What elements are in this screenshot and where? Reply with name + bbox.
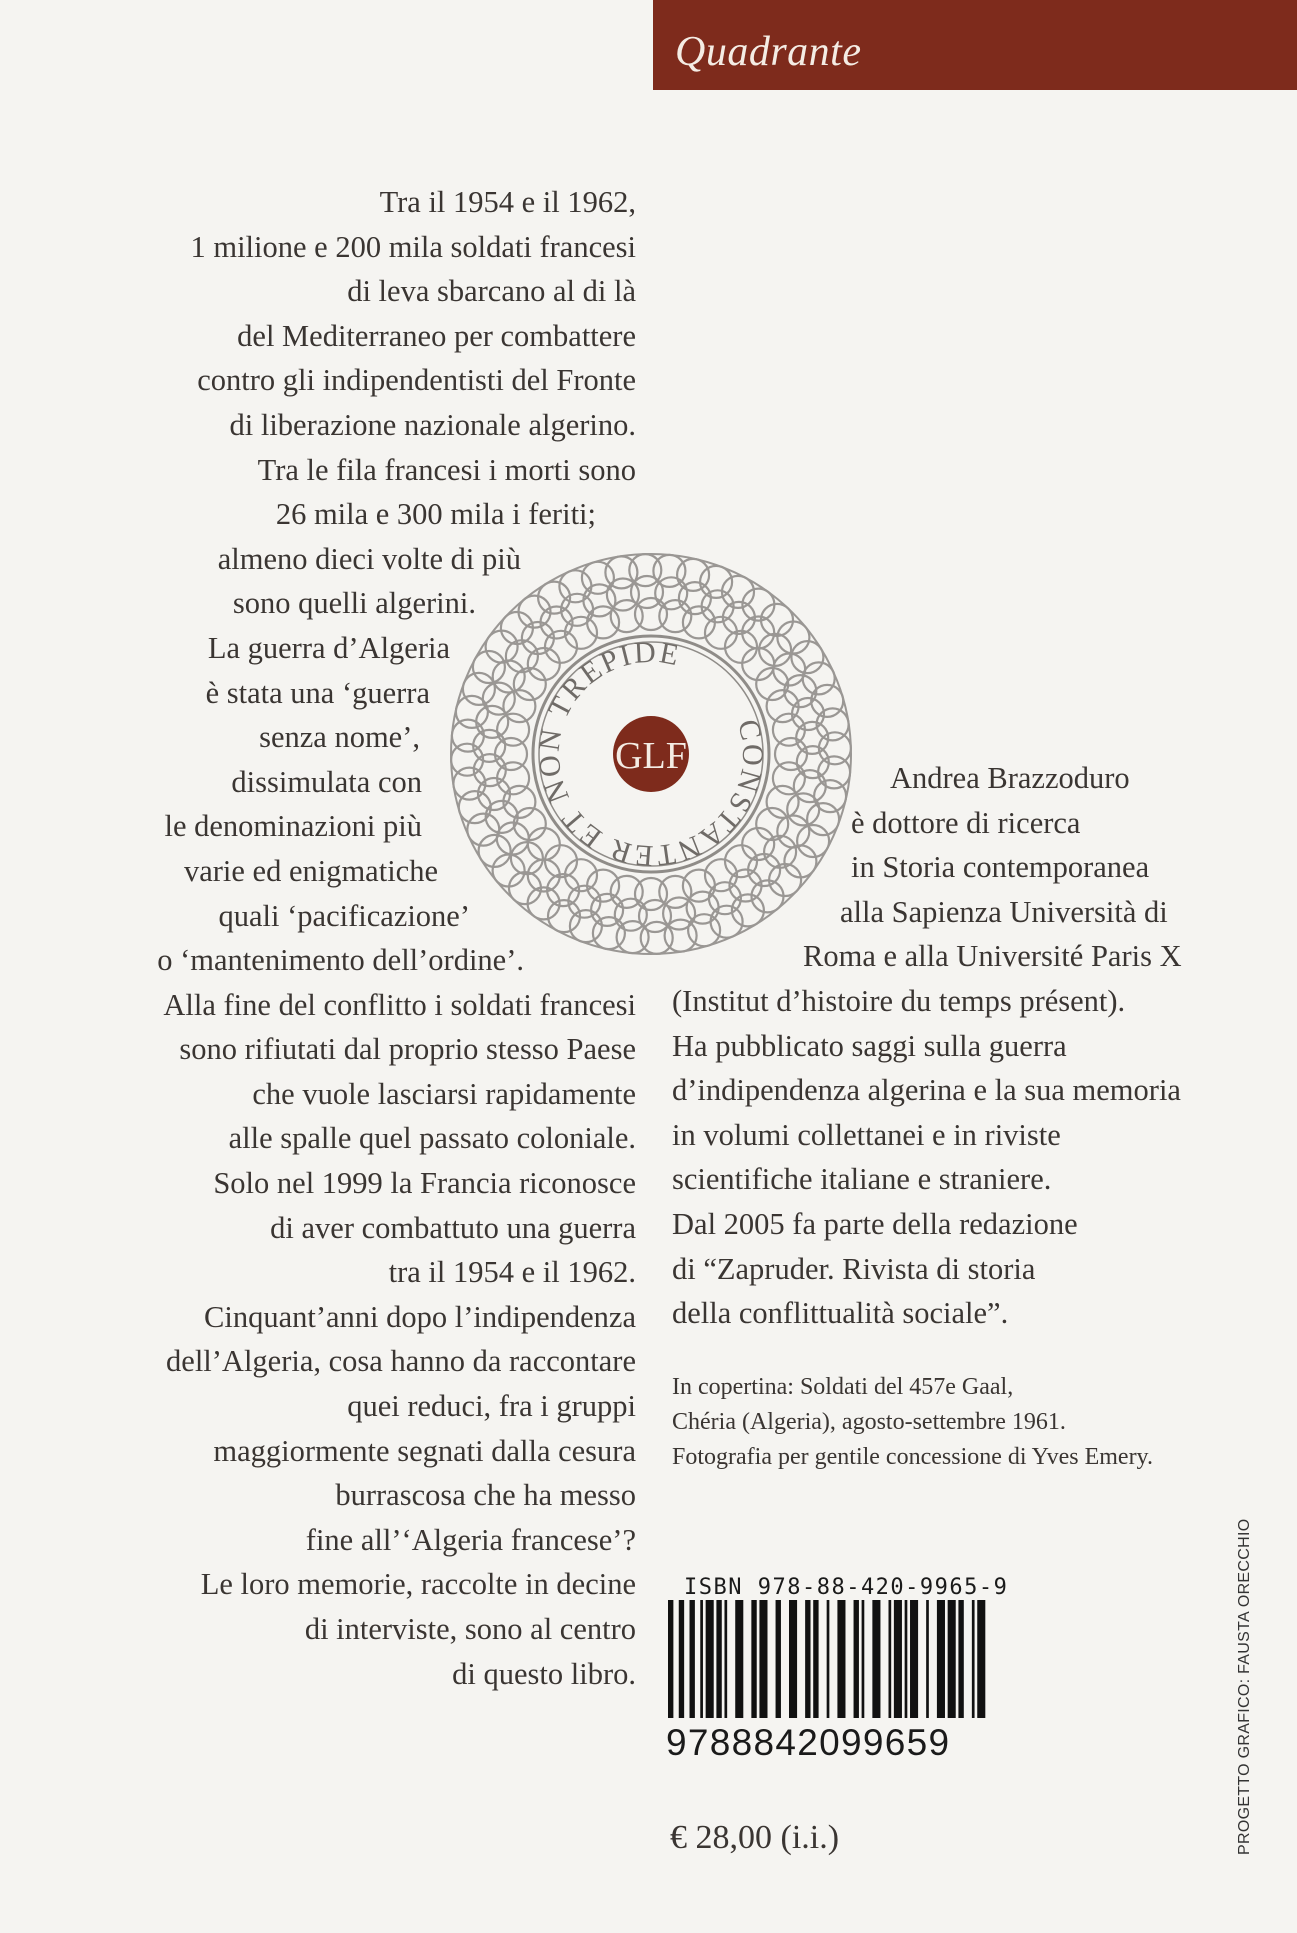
barcode-bar <box>972 1600 975 1718</box>
knot-loop <box>617 921 649 953</box>
blurb-line: quali ‘pacificazione’ <box>218 898 470 933</box>
knot-loop <box>476 706 508 738</box>
barcode-digits: 9788842099659 <box>666 1722 951 1763</box>
blurb-line: 26 mila e 300 mila i feriti; <box>275 497 596 532</box>
blurb-line: sono quelli algerini. <box>232 586 476 621</box>
knot-loop <box>677 559 709 591</box>
barcode-bar <box>837 1600 845 1718</box>
blurb-line: di aver combattuto una guerra <box>270 1210 636 1245</box>
blurb-line: o ‘mantenimento dell’ordine’. <box>157 943 524 978</box>
knot-loop <box>615 899 647 931</box>
blurb-line: è stata una ‘guerra <box>205 675 430 710</box>
blurb-line: Cinquant’anni dopo l’indipendenza <box>204 1299 636 1334</box>
knot-loop <box>582 562 614 594</box>
barcode-bar <box>894 1600 902 1718</box>
knot-loop <box>659 600 691 632</box>
knot-loop <box>653 555 685 587</box>
knot-loop <box>773 714 805 746</box>
barcode-bar <box>735 1600 743 1718</box>
barcode-bar <box>827 1600 830 1718</box>
knot-loop <box>497 714 529 746</box>
barcode-bar <box>977 1600 985 1718</box>
blurb-line: tra il 1954 e il 1962. <box>388 1255 636 1290</box>
blurb-line: 1 milione e 200 mila soldati francesi <box>190 229 636 264</box>
blurb-line: sono rifiutati dal proprio stesso Paese <box>179 1032 636 1067</box>
author-bio-line: è dottore di ricerca <box>851 805 1081 840</box>
barcode-bar <box>862 1600 865 1718</box>
blurb-line: di interviste, sono al centro <box>304 1612 636 1646</box>
blurb-line: senza nome’, <box>259 720 420 755</box>
design-credit: PROGETTO GRAFICO: FAUSTA ORECCHIO <box>1236 1518 1253 1855</box>
author-bio-line: in Storia contemporanea <box>851 850 1150 885</box>
barcode-bar <box>706 1600 714 1718</box>
blurb-line: dissimulata con <box>231 764 422 799</box>
author-bio-line: d’indipendenza algerina e la sua memoria <box>672 1073 1181 1108</box>
barcode-bar <box>724 1600 727 1718</box>
blurb-line: che vuole lasciarsi rapidamente <box>252 1076 636 1111</box>
knot-loop <box>655 577 687 609</box>
barcode-bar <box>910 1600 918 1718</box>
series-banner <box>653 0 1297 90</box>
blurb-line: quei reduci, fra i gruppi <box>347 1389 636 1424</box>
author-bio-line: scientifiche italiane e straniere. <box>672 1162 1052 1197</box>
blurb-line: Alla fine del conflitto i soldati francesi <box>163 987 636 1022</box>
barcode-bar <box>776 1600 781 1718</box>
barcode-bar <box>854 1600 859 1718</box>
blurb-line: del Mediterraneo per combattere <box>237 318 636 353</box>
series-name: Quadrante <box>675 29 862 75</box>
knot-loop <box>570 910 602 942</box>
knot-loop <box>452 720 484 752</box>
barcode-bar <box>789 1600 797 1718</box>
barcode-bar <box>751 1600 756 1718</box>
blurb-line: dell’Algeria, cosa hanno da raccontare <box>166 1344 636 1379</box>
blurb-line: alle spalle quel passato coloniale. <box>228 1121 636 1156</box>
barcode-bar <box>679 1600 684 1718</box>
author-bio-line: della conflittualità sociale”. <box>672 1296 1009 1331</box>
seal-motto: CONSTANTER ET NON TREPIDE <box>532 635 770 873</box>
blurb-line: burrascosa che ha messo <box>335 1478 636 1513</box>
barcode-bar <box>716 1600 721 1718</box>
barcode-bar <box>905 1600 908 1718</box>
author-bio-line: in volumi collettanei e in riviste <box>672 1117 1061 1152</box>
author-bio-line: alla Sapienza Università di <box>840 894 1168 929</box>
barcode-bar <box>926 1600 929 1718</box>
barcode-bar <box>805 1600 810 1718</box>
blurb-line: le denominazioni più <box>164 809 422 844</box>
blurb-line: maggiormente segnati dalla cesura <box>213 1433 636 1468</box>
barcode-bar <box>872 1600 880 1718</box>
author-bio-line: Ha pubblicato saggi sulla guerra <box>672 1028 1067 1063</box>
blurb-line: Le loro memorie, raccolte in decine <box>200 1567 636 1602</box>
barcode-bar <box>700 1600 703 1718</box>
barcode-bar <box>958 1600 963 1718</box>
barcode-bar <box>690 1600 695 1718</box>
price: € 28,00 (i.i.) <box>670 1819 840 1856</box>
blurb-line: Solo nel 1999 la Francia riconosce <box>213 1166 636 1201</box>
barcode-bar <box>948 1600 956 1718</box>
blurb-line: di questo libro. <box>452 1656 636 1691</box>
isbn-label: ISBN 978-88-420-9965-9 <box>684 1575 1009 1600</box>
blurb-line: Tra le fila francesi i morti sono <box>257 452 636 487</box>
blurb-line: contro gli indipendentisti del Fronte <box>197 363 636 398</box>
blurb-line: almeno dieci volte di più <box>217 541 521 576</box>
blurb-line: La guerra d’Algeria <box>207 630 450 665</box>
barcode-bar <box>759 1600 767 1718</box>
author-bio-line: (Institut d’histoire du temps présent). <box>672 983 1126 1018</box>
author-bio-line: di “Zapruder. Rivista di storia <box>672 1251 1036 1286</box>
blurb-line: fine all’‘Algeria francese’? <box>305 1522 636 1557</box>
author-bio-line: Andrea Brazzoduro <box>890 761 1130 795</box>
barcode-bar <box>889 1600 892 1718</box>
barcode-bar <box>813 1600 818 1718</box>
cover-credit-line: Chéria (Algeria), agosto-settembre 1961. <box>672 1409 1066 1435</box>
blurb-line: di leva sbarcano al di là <box>347 274 636 309</box>
knot-loop <box>611 876 643 908</box>
author-bio-line: Roma e alla Université Paris X <box>803 939 1182 974</box>
blurb-line: Tra il 1954 e il 1962, <box>379 185 636 219</box>
knot-loop <box>456 696 488 728</box>
author-bio <box>660 756 1220 1336</box>
cover-credit-line: Fotografia per gentile concessione di Yves Emery. <box>672 1444 1153 1470</box>
knot-loop <box>463 673 495 705</box>
cover-credit-line: In copertina: Soldati del 457e Gaal, <box>672 1374 1014 1400</box>
blurb-line: varie ed enigmatiche <box>183 853 438 888</box>
blurb-line: di liberazione nazionale algerino. <box>229 407 636 442</box>
knot-loop <box>700 566 732 598</box>
seal-monogram: GLF <box>615 735 687 777</box>
knot-loop <box>593 917 625 949</box>
author-bio-line: Dal 2005 fa parte della redazione <box>672 1206 1078 1241</box>
barcode-bar <box>937 1600 945 1718</box>
barcode-bar <box>668 1600 673 1718</box>
cover-photo-credit <box>672 1370 1232 1475</box>
